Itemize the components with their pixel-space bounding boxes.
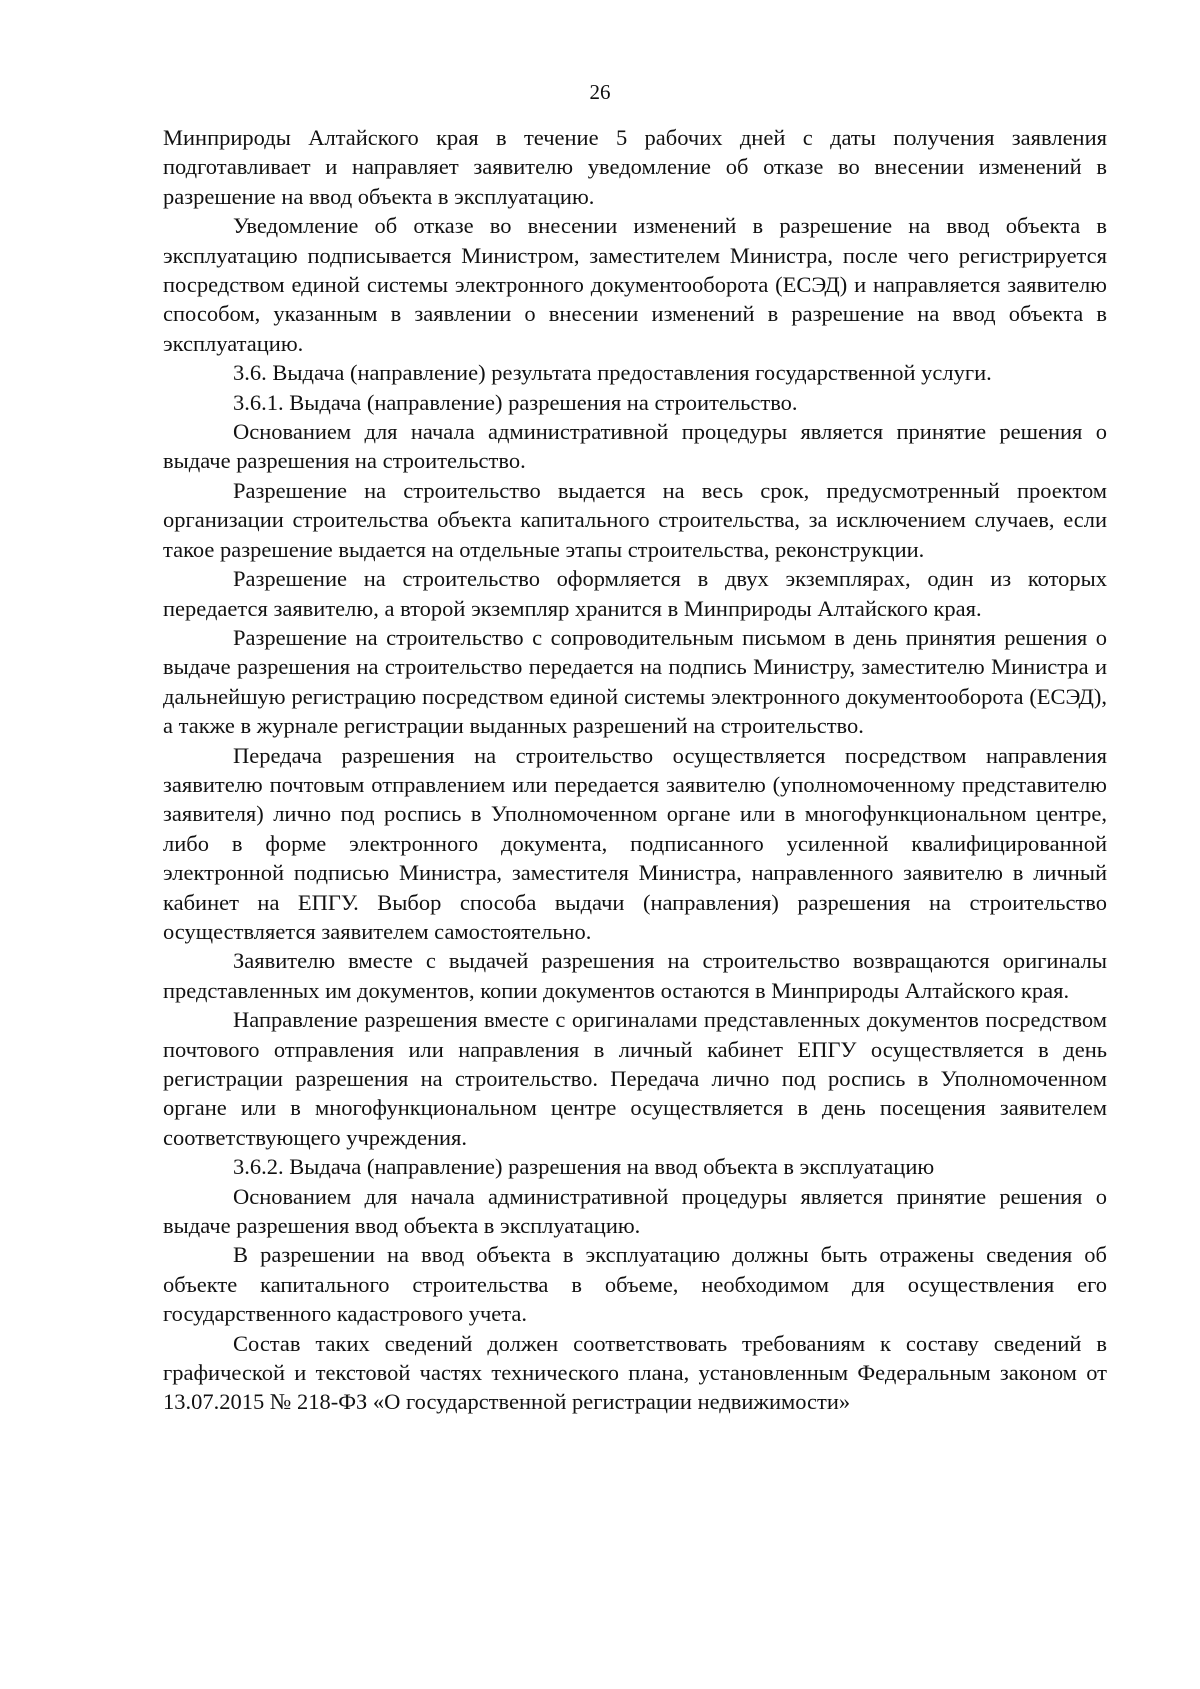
paragraph-basis-construction: Основанием для начала административной процедуры является принятие решения о выдаче разрешения на строительство. (163, 419, 1107, 474)
paragraph-permit-copies: Разрешение на строительство оформляется в двух экземплярах, один из которых передается заявителю, а второй экземпляр хранится в Минприроды Алтайского края. (163, 566, 1107, 621)
paragraph-continuation: Минприроды Алтайского края в течение 5 рабочих дней с даты получения заявления подготавливает и направляет заявителю уведомление об отказе во внесении изменений в разрешение на ввод объекта в эксплуатацию. (163, 125, 1107, 209)
section-heading-3-6: 3.6. Выдача (направление) результата предоставления государственной услуги. (233, 360, 992, 386)
paragraph-originals-return: Заявителю вместе с выдачей разрешения на строительство возвращаются оригиналы представленных им документов, копии документов остаются в Минприроды Алтайского края. (163, 948, 1107, 1003)
paragraph-permit-signing: Разрешение на строительство с сопроводительным письмом в день принятия решения о выдаче разрешения на строительство передается на подпись Министру, заместителю Министра и дальнейшую регистрацию посредством единой системы электронного документооборота (ЕСЭД), а также в журнале регистрации выданных разрешений на строительство. (163, 624, 1107, 739)
paragraph-delivery-timing: Направление разрешения вместе с оригиналами представленных документов посредством почтового отправления или направления в личный кабинет ЕПГУ осуществляется в день регистрации разрешения на строительство. Передача лично под роспись в Уполномоченном органе или в многофункциональном центре осуществляется в день посещения заявителем соответствующего учреждения. (163, 1007, 1107, 1150)
paragraph-basis-commissioning: Основанием для начала административной процедуры является принятие решения о выдаче разрешения ввод объекта в эксплуатацию. (163, 1183, 1107, 1239)
document-body (163, 123, 1107, 1417)
paragraph-refusal-notice: Уведомление об отказе во внесении изменений в разрешение на ввод объекта в эксплуатацию подписывается Министром, заместителем Министра, после чего регистрируется посредством единой системы электронного документооборота (ЕСЭД) и направляется заявителю способом, указанным в заявлении о внесении изменений в разрешение на ввод объекта в эксплуатацию. (163, 213, 1107, 356)
paragraph-permit-term: Разрешение на строительство выдается на весь срок, предусмотренный проектом организации строительства объекта капитального строительства, за исключением случаев, если такое разрешение выдается на отдельные этапы строительства, реконструкции. (163, 477, 1107, 562)
paragraph-data-requirements: Состав таких сведений должен соответствовать требованиям к составу сведений в графической и текстовой частях технического плана, установленным Федеральным законом от 13.07.2015 № 218-ФЗ «О государственной регистрации недвижимости» (163, 1330, 1107, 1415)
section-heading-3-6-1: 3.6.1. Выдача (направление) разрешения на строительство. (233, 389, 798, 415)
section-heading-3-6-2: 3.6.2. Выдача (направление) разрешения на ввод объекта в эксплуатацию (233, 1154, 935, 1180)
page-number: 26 (589, 80, 611, 104)
paragraph-commissioning-content: В разрешении на ввод объекта в эксплуатацию должны быть отражены сведения об объекте капитального строительства в объеме, необходимом для осуществления его государственного кадастрового учета. (163, 1242, 1107, 1327)
paragraph-permit-delivery: Передача разрешения на строительство осуществляется посредством направления заявителю почтовым отправлением или передается заявителю (уполномоченному представителю заявителя) лично под роспись в Уполномоченном органе или в многофункциональном центре, либо в форме электронного документа, подписанного усиленной квалифицированной электронной подписью Министра, заместителя Министра, направленного заявителю в личный кабинет на ЕПГУ. Выбор способа выдачи (направления) разрешения на строительство осуществляется заявителем самостоятельно. (163, 742, 1107, 944)
